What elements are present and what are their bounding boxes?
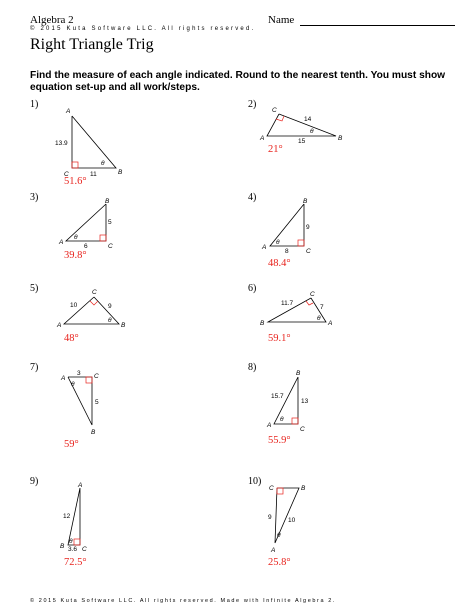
problem-9-answer: 72.5° bbox=[64, 557, 87, 568]
problem-1-number: 1) bbox=[30, 99, 39, 110]
side-length: 14 bbox=[304, 116, 312, 123]
vertex-label: A bbox=[267, 422, 272, 429]
vertex-label: B bbox=[260, 320, 265, 327]
instructions: Find the measure of each angle indicated. Round to the nearest tenth. You must show equation set-up and all work/steps. bbox=[30, 70, 446, 93]
problem-6-answer: 59.1° bbox=[268, 333, 291, 344]
vertex-label: B bbox=[91, 429, 96, 436]
vertex-label: B bbox=[296, 370, 301, 377]
vertex-label: A bbox=[271, 547, 276, 554]
vertex-label: C bbox=[269, 485, 274, 492]
vertex-label: A bbox=[260, 135, 265, 142]
theta-label: θ bbox=[71, 381, 75, 388]
theta-label: θ bbox=[310, 128, 314, 135]
vertex-label: C bbox=[92, 289, 97, 296]
problem-10-answer: 25.8° bbox=[268, 557, 291, 568]
problem-2-answer: 21° bbox=[268, 144, 283, 155]
vertex-label: A bbox=[328, 320, 333, 327]
vertex-label: B bbox=[303, 198, 308, 205]
theta-label: θ bbox=[276, 239, 280, 246]
problem-4-answer: 48.4° bbox=[268, 258, 291, 269]
side-length: 12 bbox=[63, 513, 71, 520]
side-length: 10 bbox=[70, 302, 78, 309]
side-length: 11 bbox=[90, 171, 97, 178]
vertex-label: B bbox=[105, 198, 110, 205]
vertex-label: C bbox=[310, 291, 315, 298]
problem-5-answer: 48° bbox=[64, 333, 79, 344]
course-name: Algebra 2 bbox=[30, 14, 74, 26]
side-length: 13.9 bbox=[55, 140, 68, 147]
vertex-label: C bbox=[300, 426, 305, 433]
side-length: 15 bbox=[298, 138, 306, 145]
vertex-label: A bbox=[59, 239, 64, 246]
problem-2-number: 2) bbox=[248, 99, 257, 110]
theta-label: θ bbox=[74, 234, 78, 241]
side-length: 5 bbox=[108, 219, 112, 226]
vertex-label: A bbox=[66, 108, 71, 115]
problem-8-answer: 55.9° bbox=[268, 435, 291, 446]
side-length: 15.7 bbox=[271, 393, 284, 400]
name-label: Name bbox=[268, 14, 295, 26]
problem-3-answer: 39.8° bbox=[64, 250, 87, 261]
side-length: 9 bbox=[268, 514, 272, 521]
side-length: 9 bbox=[108, 303, 112, 310]
problem-7-answer: 59° bbox=[64, 439, 79, 450]
vertex-label: C bbox=[306, 248, 311, 255]
theta-label: θ bbox=[101, 160, 105, 167]
vertex-label: A bbox=[61, 375, 66, 382]
vertex-label: A bbox=[262, 244, 267, 251]
vertex-label: C bbox=[108, 243, 113, 250]
side-length: 11.7 bbox=[281, 300, 294, 307]
right-angle-marker bbox=[277, 488, 283, 494]
vertex-label: B bbox=[60, 543, 65, 550]
side-length: 6 bbox=[84, 243, 88, 250]
side-length: 10 bbox=[288, 517, 296, 524]
theta-label: θ bbox=[69, 538, 73, 545]
side-length: 8 bbox=[285, 248, 289, 255]
problem-3-number: 3) bbox=[30, 192, 39, 203]
problem-8-number: 8) bbox=[248, 362, 257, 373]
vertex-label: A bbox=[78, 482, 83, 489]
vertex-label: A bbox=[57, 322, 62, 329]
problem-9-number: 9) bbox=[30, 476, 39, 487]
side-length: 9 bbox=[306, 224, 310, 231]
problem-5-number: 5) bbox=[30, 283, 39, 294]
vertex-label: C bbox=[272, 107, 277, 114]
vertex-label: C bbox=[82, 546, 87, 553]
footer-copyright: © 2015 Kuta Software LLC. All rights reserved. Made with Infinite Algebra 2. bbox=[30, 598, 337, 604]
side-length: 7 bbox=[320, 304, 324, 311]
theta-label: θ bbox=[280, 416, 284, 423]
problem-4-number: 4) bbox=[248, 192, 257, 203]
vertex-label: B bbox=[118, 169, 123, 176]
theta-label: θ bbox=[108, 317, 112, 324]
vertex-label: C bbox=[94, 373, 99, 380]
vertex-label: B bbox=[121, 322, 126, 329]
side-length: 5 bbox=[95, 399, 99, 406]
vertex-label: B bbox=[301, 485, 306, 492]
problem-10-number: 10) bbox=[248, 476, 262, 487]
theta-label: θ bbox=[317, 315, 321, 322]
theta-label: θ bbox=[277, 532, 281, 539]
side-length: 3 bbox=[77, 370, 81, 377]
problem-6-number: 6) bbox=[248, 283, 257, 294]
side-length: 3.6 bbox=[68, 546, 78, 553]
worksheet-title: Right Triangle Trig bbox=[30, 36, 154, 53]
side-length: 13 bbox=[301, 398, 309, 405]
problem-1-answer: 51.6° bbox=[64, 176, 87, 187]
problem-7-number: 7) bbox=[30, 362, 39, 373]
vertex-label: B bbox=[338, 135, 343, 142]
header-copyright: © 2015 Kuta Software LLC. All rights reserved. bbox=[30, 26, 256, 32]
vertex-label: C bbox=[64, 171, 69, 178]
